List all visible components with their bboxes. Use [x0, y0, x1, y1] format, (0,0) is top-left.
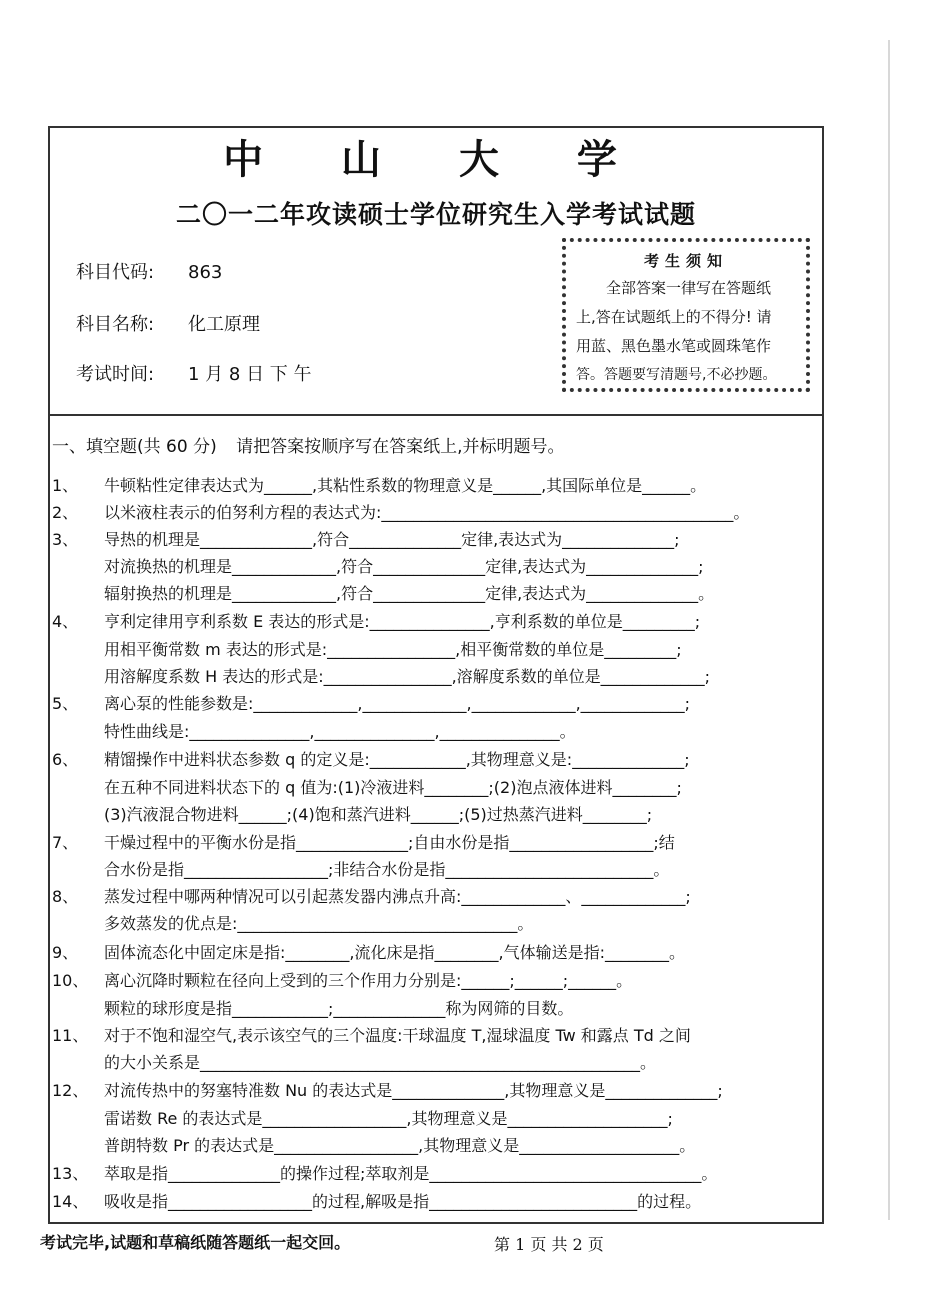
question-12-line-2: 雷诺数 Re 的表达式是__________________,其物理意义是____________________;	[104, 1109, 673, 1128]
question-number: 1、	[52, 476, 79, 495]
candidate-notice-box	[562, 238, 810, 392]
subject-name: 化工原理	[188, 314, 260, 335]
page-number: 第 1 页 共 2 页	[494, 1235, 604, 1254]
question-number: 7、	[52, 833, 79, 852]
question-number: 11、	[52, 1026, 89, 1045]
question-number: 13、	[52, 1164, 89, 1183]
question-number: 4、	[52, 612, 79, 631]
question-3-line-3: 辐射换热的机理是_____________,符合______________定律,表达式为______________。	[104, 584, 715, 603]
question-text: 固体流态化中固定床是指:________,流化床是指________,气体输送是指:________。	[104, 943, 685, 962]
question-3-line-2: 对流换热的机理是_____________,符合______________定律,表达式为______________;	[104, 557, 704, 576]
question-text: 离心泵的性能参数是:_____________,_____________,_____________,_____________;	[104, 694, 691, 713]
university-name: 中 山 大 学	[223, 136, 649, 183]
question-number: 2、	[52, 503, 79, 522]
exam-time-row	[76, 360, 312, 386]
question-text: 离心沉降时颗粒在径向上受到的三个作用力分别是:______;______;______。	[104, 971, 633, 990]
question-number: 3、	[52, 530, 79, 549]
question-6-line-2: 在五种不同进料状态下的 q 值为:(1)冷液进料________;(2)泡点液体进料________;	[104, 778, 682, 797]
subject-name-row	[76, 310, 260, 336]
notice-title: 考生须知	[643, 252, 728, 270]
question-4-line-2: 用相平衡常数 m 表达的形式是:________________,相平衡常数的单位是_________;	[104, 640, 682, 659]
question-11-line-2: 的大小关系是_______________________________________________________。	[104, 1053, 657, 1072]
question-text: 蒸发过程中哪两种情况可以引起蒸发器内沸点升高:_____________、_____________;	[104, 887, 691, 906]
question-number: 10、	[52, 971, 89, 990]
question-text: 对于不饱和湿空气,表示该空气的三个温度:干球温度 T,湿球温度 Tw 和露点 Td 之间	[104, 1026, 691, 1045]
question-text: 吸收是指__________________的过程,解吸是指__________________________的过程。	[104, 1192, 702, 1211]
question-6-line-3: (3)汽液混合物进料______;(4)饱和蒸汽进料______;(5)过热蒸汽进料________;	[104, 805, 653, 824]
question-number: 12、	[52, 1081, 89, 1100]
question-number: 6、	[52, 750, 79, 769]
section-instruction: 请把答案按顺序写在答案纸上,并标明题号。	[236, 437, 565, 457]
notice-line: 全部答案一律写在答题纸	[606, 279, 772, 297]
section-heading	[52, 432, 565, 457]
question-text: 导热的机理是______________,符合______________定律,表达式为______________;	[104, 530, 680, 549]
subject-code-row	[76, 258, 222, 284]
question-text: 萃取是指______________的操作过程;萃取剂是__________________________________。	[104, 1164, 718, 1183]
question-8-line-2: 多效蒸发的优点是:___________________________________。	[104, 914, 534, 933]
question-text: 干燥过程中的平衡水份是指______________;自由水份是指__________________;结	[104, 833, 675, 852]
notice-line: 上,答在试题纸上的不得分! 请	[576, 308, 772, 326]
question-number: 8、	[52, 887, 79, 906]
question-number: 5、	[52, 694, 79, 713]
exam-time: 1 月 8 日 下 午	[188, 364, 312, 385]
section-title: 一、填空题(共 60 分)	[52, 437, 217, 457]
scan-edge	[888, 40, 890, 1220]
footer-instruction: 考试完毕,试题和草稿纸随答题纸一起交回。	[40, 1233, 351, 1252]
notice-line: 用蓝、黑色墨水笔或圆珠笔作	[576, 337, 772, 355]
question-5-line-2: 特性曲线是:_______________,_______________,_______________。	[104, 722, 576, 741]
header-divider	[48, 414, 824, 416]
notice-line: 答。答题要写清题号,不必抄题。	[576, 367, 777, 383]
subject-code-label: 科目代码:	[76, 262, 155, 283]
question-number: 14、	[52, 1192, 89, 1211]
question-text: 亨利定律用亨利系数 E 表达的形式是:_______________,亨利系数的单位是_________;	[104, 612, 701, 631]
subject-code: 863	[188, 262, 223, 283]
question-12-line-3: 普朗特数 Pr 的表达式是__________________,其物理意义是____________________。	[104, 1136, 696, 1155]
question-text: 精馏操作中进料状态参数 q 的定义是:____________,其物理意义是:______________;	[104, 750, 690, 769]
question-7-line-2: 合水份是指__________________;非结合水份是指__________________________。	[104, 860, 670, 879]
exam-title: 二〇一二年攻读硕士学位研究生入学考试试题	[175, 200, 696, 229]
exam-time-label: 考试时间:	[76, 364, 155, 385]
subject-name-label: 科目名称:	[76, 314, 155, 335]
question-4-line-3: 用溶解度系数 H 表达的形式是:________________,溶解度系数的单位是_____________;	[104, 667, 711, 686]
question-text: 对流传热中的努塞特准数 Nu 的表达式是______________,其物理意义是______________;	[104, 1081, 723, 1100]
question-text: 牛顿粘性定律表达式为______,其粘性系数的物理意义是______,其国际单位是______。	[104, 476, 707, 495]
question-10-line-2: 颗粒的球形度是指____________;______________称为网筛的目数。	[104, 999, 574, 1018]
question-number: 9、	[52, 943, 79, 962]
question-text: 以米液柱表示的伯努利方程的表达式为:____________________________________________。	[104, 503, 750, 522]
